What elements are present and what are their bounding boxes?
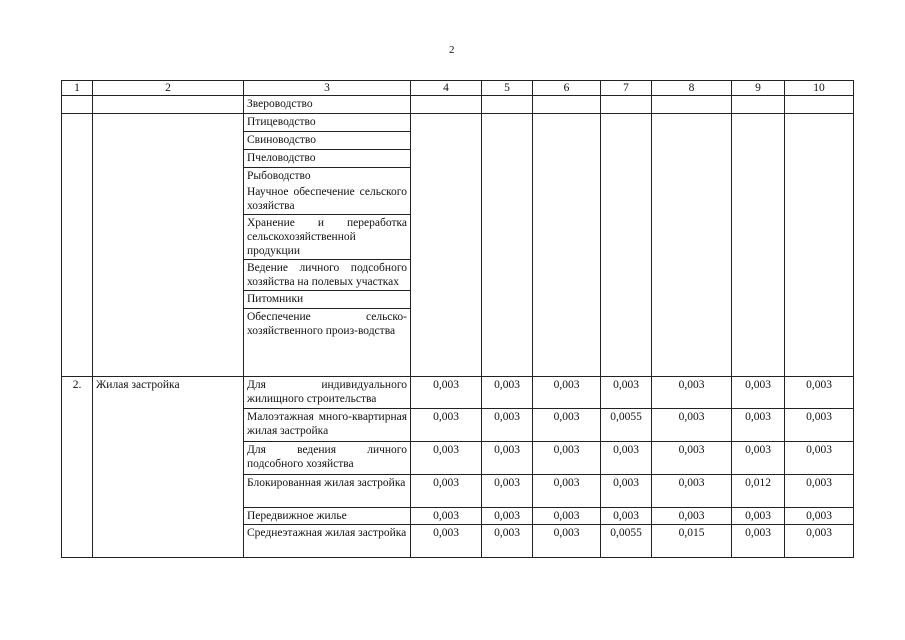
empty-cell xyxy=(411,96,482,114)
page-number: 2 xyxy=(449,44,455,56)
header-cell: 4 xyxy=(411,81,482,96)
rate-cell: 0,003 xyxy=(732,377,785,409)
land-use-rates-table xyxy=(61,80,854,558)
rate-cell: 0,003 xyxy=(732,525,785,558)
rate-cell: 0,003 xyxy=(482,475,533,508)
rate-cell: 0,003 xyxy=(411,525,482,558)
header-cell: 7 xyxy=(601,81,652,96)
header-cell: 3 xyxy=(244,81,411,96)
rate-cell: 0,003 xyxy=(652,409,732,442)
rate-cell: 0,003 xyxy=(601,442,652,475)
agri-type-list-cell xyxy=(244,114,411,377)
agri-type-item: Хранение и переработка сельскохозяйственной продукции xyxy=(244,215,410,260)
row-label: Малоэтажная много-квартирная жилая застройка xyxy=(244,409,411,442)
empty-cell xyxy=(62,525,93,558)
rate-cell: 0,003 xyxy=(601,377,652,409)
row-label: Для индивидуального жилищного строительства xyxy=(244,377,411,409)
rate-cell: 0,003 xyxy=(732,508,785,525)
header-cell: 5 xyxy=(482,81,533,96)
rate-cell: 0,003 xyxy=(785,525,854,558)
empty-cell xyxy=(732,114,785,377)
empty-cell xyxy=(601,96,652,114)
table-row xyxy=(62,442,854,475)
rate-cell: 0,003 xyxy=(785,377,854,409)
rate-cell: 0,0055 xyxy=(601,409,652,442)
rate-cell: 0,003 xyxy=(482,525,533,558)
rate-cell: 0,003 xyxy=(482,409,533,442)
header-cell: 6 xyxy=(533,81,601,96)
empty-cell xyxy=(785,114,854,377)
section-name: Жилая застройка xyxy=(93,377,244,409)
header-cell: 8 xyxy=(652,81,732,96)
empty-cell xyxy=(652,96,732,114)
rate-cell: 0,003 xyxy=(601,508,652,525)
rate-cell: 0,003 xyxy=(652,508,732,525)
table-row xyxy=(62,508,854,525)
section-number: 2. xyxy=(62,377,93,409)
rate-cell: 0,003 xyxy=(652,475,732,508)
table-row xyxy=(62,409,854,442)
header-cell: 1 xyxy=(62,81,93,96)
agri-type-item: Научное обеспечение сельского хозяйства xyxy=(244,184,410,215)
header-cell: 10 xyxy=(785,81,854,96)
empty-cell xyxy=(533,96,601,114)
rate-cell: 0,003 xyxy=(732,409,785,442)
empty-cell xyxy=(93,475,244,508)
header-cell: 9 xyxy=(732,81,785,96)
rate-cell: 0,003 xyxy=(533,409,601,442)
rate-cell: 0,003 xyxy=(533,525,601,558)
row-label: Блокированная жилая застройка xyxy=(244,475,411,508)
agri-type-item: Свиноводство xyxy=(244,132,410,150)
table-row xyxy=(62,114,854,377)
agri-type-item: Питомники xyxy=(244,291,410,309)
rate-cell: 0,003 xyxy=(652,442,732,475)
empty-cell xyxy=(62,508,93,525)
rate-cell: 0,003 xyxy=(411,409,482,442)
rate-cell: 0,003 xyxy=(785,409,854,442)
row-label: Передвижное жилье xyxy=(244,508,411,525)
rate-cell: 0,003 xyxy=(785,442,854,475)
header-cell: 2 xyxy=(93,81,244,96)
agri-type-item: Птицеводство xyxy=(244,114,410,132)
rate-cell: 0,003 xyxy=(785,475,854,508)
table-row xyxy=(62,525,854,558)
rate-cell: 0,003 xyxy=(732,442,785,475)
empty-cell xyxy=(482,96,533,114)
empty-cell xyxy=(93,409,244,442)
agri-type-item: Рыбоводство xyxy=(247,170,311,182)
rate-cell: 0,003 xyxy=(652,377,732,409)
rate-cell: 0,003 xyxy=(785,508,854,525)
empty-cell xyxy=(482,114,533,377)
rate-cell: 0,012 xyxy=(732,475,785,508)
rate-cell: 0,003 xyxy=(601,475,652,508)
agri-type-cell: Звероводство xyxy=(244,96,411,114)
empty-cell xyxy=(62,114,93,377)
rate-cell: 0,015 xyxy=(652,525,732,558)
rate-cell: 0,003 xyxy=(533,377,601,409)
header-row xyxy=(62,81,854,96)
empty-cell xyxy=(93,525,244,558)
rate-cell: 0,003 xyxy=(411,442,482,475)
empty-cell xyxy=(93,114,244,377)
row-label: Среднеэтажная жилая застройка xyxy=(244,525,411,558)
empty-cell xyxy=(732,96,785,114)
empty-cell xyxy=(62,96,93,114)
empty-cell xyxy=(785,96,854,114)
rate-cell: 0,003 xyxy=(411,377,482,409)
empty-cell xyxy=(601,114,652,377)
empty-cell xyxy=(652,114,732,377)
rate-cell: 0,003 xyxy=(482,508,533,525)
rate-cell: 0,003 xyxy=(533,475,601,508)
empty-cell xyxy=(533,114,601,377)
rate-cell: 0,003 xyxy=(533,508,601,525)
rate-cell: 0,003 xyxy=(482,377,533,409)
rate-cell: 0,003 xyxy=(411,475,482,508)
empty-cell xyxy=(93,96,244,114)
empty-cell xyxy=(93,508,244,525)
empty-cell xyxy=(411,114,482,377)
table-row xyxy=(62,475,854,508)
agri-type-list xyxy=(244,114,410,339)
agri-type-item: Пчеловодство xyxy=(244,150,410,168)
empty-cell xyxy=(62,409,93,442)
rate-cell: 0,003 xyxy=(482,442,533,475)
row-label: Для ведения личного подсобного хозяйства xyxy=(244,442,411,475)
table-row xyxy=(62,377,854,409)
empty-cell xyxy=(62,475,93,508)
empty-cell xyxy=(62,442,93,475)
agri-type-item: Обеспечение сельско-хозяйственного произ-водства xyxy=(247,311,407,337)
agri-type-item: Ведение личного подсобного хозяйства на полевых участках xyxy=(244,260,410,291)
rate-cell: 0,003 xyxy=(411,508,482,525)
rate-cell: 0,0055 xyxy=(601,525,652,558)
table-row xyxy=(62,96,854,114)
empty-cell xyxy=(93,442,244,475)
rate-cell: 0,003 xyxy=(533,442,601,475)
